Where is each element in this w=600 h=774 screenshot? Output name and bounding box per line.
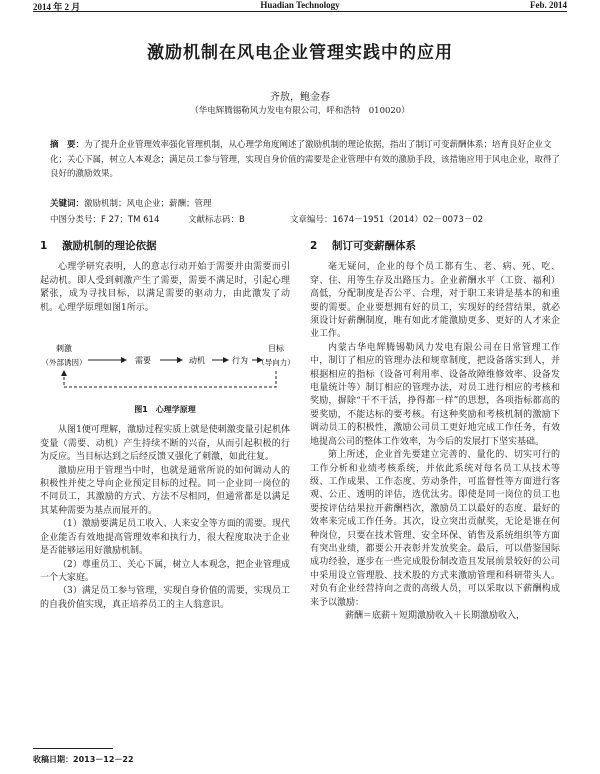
diagram-stimulus: 刺激 xyxy=(56,344,72,354)
header-journal: Huadian Technology xyxy=(260,0,340,10)
paragraph: （1）激励要满足员工收入、人来安全等方面的需要。现代企业能否有效地提高管理效率和执行力，很大程度取决于企业是否能够运用好激励机制。 xyxy=(40,519,290,557)
paragraph: 从图1便可理解，激励过程实质上就是使刺激变量引起机体变量（需要、动机）产生持续不断的兴奋，从而引起积极的行为反应。当目标达到之后经反馈又强化了刺激，如此往复。 xyxy=(40,425,290,463)
section-1-heading xyxy=(40,240,290,253)
diagram-motive: 动机 xyxy=(189,356,205,366)
received-date: 收稿日期：2013－12－22 xyxy=(33,755,134,764)
paragraph: 心理学研究表明，人的意志行动开始于需要并由需要而引起动机。即人受到刺激产生了需要，需要不满足时，引起心理紧张，成为寻找目标，以满足需要的驱动力，由此激发了动机。心理学原理如图1所示。 xyxy=(40,262,290,313)
paragraph: 激励应用于管理当中时，也就是通常所说的如何调动人的积极性并使之导向企业预定目标的过程。同一企业同一岗位的不同员工，其激励的方式、方法不尽相同，但通常都是以满足其某种需要为基点而展开的。 xyxy=(40,465,290,516)
keywords-label: 关键词： xyxy=(50,199,85,209)
paragraph: 毫无疑问，企业的每个员工都有生、老、病、死、吃、穿、住、用等生存及出路压力。企业薪酬水平（工资、福利）高低，分配制度是否公平、合理，对于职工来讲是基本的和重要的需要。企业要想拥有好的员工，实现好的经营结果，就必须设计好薪酬制度，唯有如此才能激励更多、更好的人才来企业工作。 xyxy=(310,262,560,340)
diagram-need: 需要 xyxy=(135,356,151,366)
paragraph: （2）尊重员工、关心下属，树立人本观念，把企业管理成一个大家庭。 xyxy=(40,559,290,583)
section-2-number: 2 xyxy=(310,240,318,252)
paragraph: （3）满足员工参与管理，实现自身价值的需要，实现员工的自我价值实现，真正培养员工的主人翁意识。 xyxy=(40,586,290,610)
authors: 齐敖，鲍金春 xyxy=(270,92,330,103)
article-title: 激励机制在风电企业管理实践中的应用 xyxy=(147,43,453,63)
psychology-diagram xyxy=(40,315,295,401)
diagram-stimulus-note: （外部诱因） xyxy=(41,358,87,368)
right-column xyxy=(310,240,560,623)
clc-number: 中图分类号：F 27；TM 614 xyxy=(50,215,160,225)
section-2-heading xyxy=(310,240,560,253)
figure-1-caption: 图1 心理学原理 xyxy=(134,405,196,415)
section-2-title: 制订可变薪酬体系 xyxy=(332,240,416,252)
header-date-en: Feb. 2014 xyxy=(530,0,567,10)
header-rule xyxy=(33,11,567,12)
section-1-number: 1 xyxy=(40,240,48,252)
diagram-goal-note: （导向力） xyxy=(257,358,295,368)
affiliation: （华电辉腾锡勒风力发电有限公司，呼和浩特 010020） xyxy=(190,106,410,116)
running-header xyxy=(0,0,600,12)
paragraph: 内蒙古华电辉腾锡勒风力发电有限公司在日常管理工作中，制订了相应的管理办法和规章制度，把设备落实到人，并根据相应的指标（设备可利用率、设备故障维修效率、设备发电量统计等）制订相应的管理办法，对员工进行相应的考核和奖励，摒除“干不干活，挣得都一样”的思想，各项指标都高的要奖励，不能达标的要考核。有这种奖励和考核机制的激励下调动员工的积极性，激励公司员工更好地完成工作任务，有效地提高公司的整体工作效率，为今后的发展打下坚实基础。 xyxy=(310,342,560,447)
document-code: 文献标志码：B xyxy=(188,215,245,225)
abstract-label: 摘 要： xyxy=(50,140,85,150)
header-date: 2014 年 2 月 xyxy=(33,2,81,12)
figure-1 xyxy=(40,315,295,401)
footnote-rule xyxy=(33,748,113,749)
keywords-text: 激励机制；风电企业；薪酬；管理 xyxy=(84,199,212,209)
abstract xyxy=(50,138,565,182)
section-1-title: 激励机制的理论依据 xyxy=(62,240,157,252)
abstract-text: 为了提升企业管理效率强化管理机制，从心理学角度阐述了激励机制的理论依据，指出了制订可变薪酬体系；培育良好企业文化；关心下属，树立人本观念；满足员工参与管理，实现自身价值的需要是企业管理中有效的激励手段，该措施应用于风电企业，取得了良好的激励效果。 xyxy=(50,140,561,179)
paragraph: 第上所述，企业首先要建立完善的、量化的、切实可行的工作分析和业绩考核系统，并依此系统对每名员工从技术等级、工作成果、工作态度、劳动条件，可监督性等方面进行客观、公正、透明的评估，选优汰劣。即使是同一岗位的员工也要按评估结果拉开薪酬档次，激励员工以最好的态度、最好的效率来完成工作任务。其次，设立突出贡献奖，无论是谁在何种岗位，只要在技术管理、安全环保、销售及系统组织等方面有突出业绩，都要公开表彰并发放奖金。最后，可以借鉴国际成功经验，逐步在一些完成股份制改造且发展前景较好的公司中采用设立管理股、技术股的方式来激励管理和科研带头人。对负有企业经营持向之责的高级人员，可以采取以下薪酬构成来予以激励： xyxy=(310,450,560,608)
keywords xyxy=(50,197,565,212)
article-id: 文章编号：1674－1951（2014）02－0073－02 xyxy=(290,215,484,225)
left-column xyxy=(40,240,295,612)
salary-formula: 薪酬＝底薪＋短期激励收入＋长期激励收入， xyxy=(344,610,525,621)
diagram-goal: 目标 xyxy=(268,344,284,354)
feedback-arrow xyxy=(64,371,276,387)
diagram-behavior: 行为 xyxy=(232,356,248,366)
